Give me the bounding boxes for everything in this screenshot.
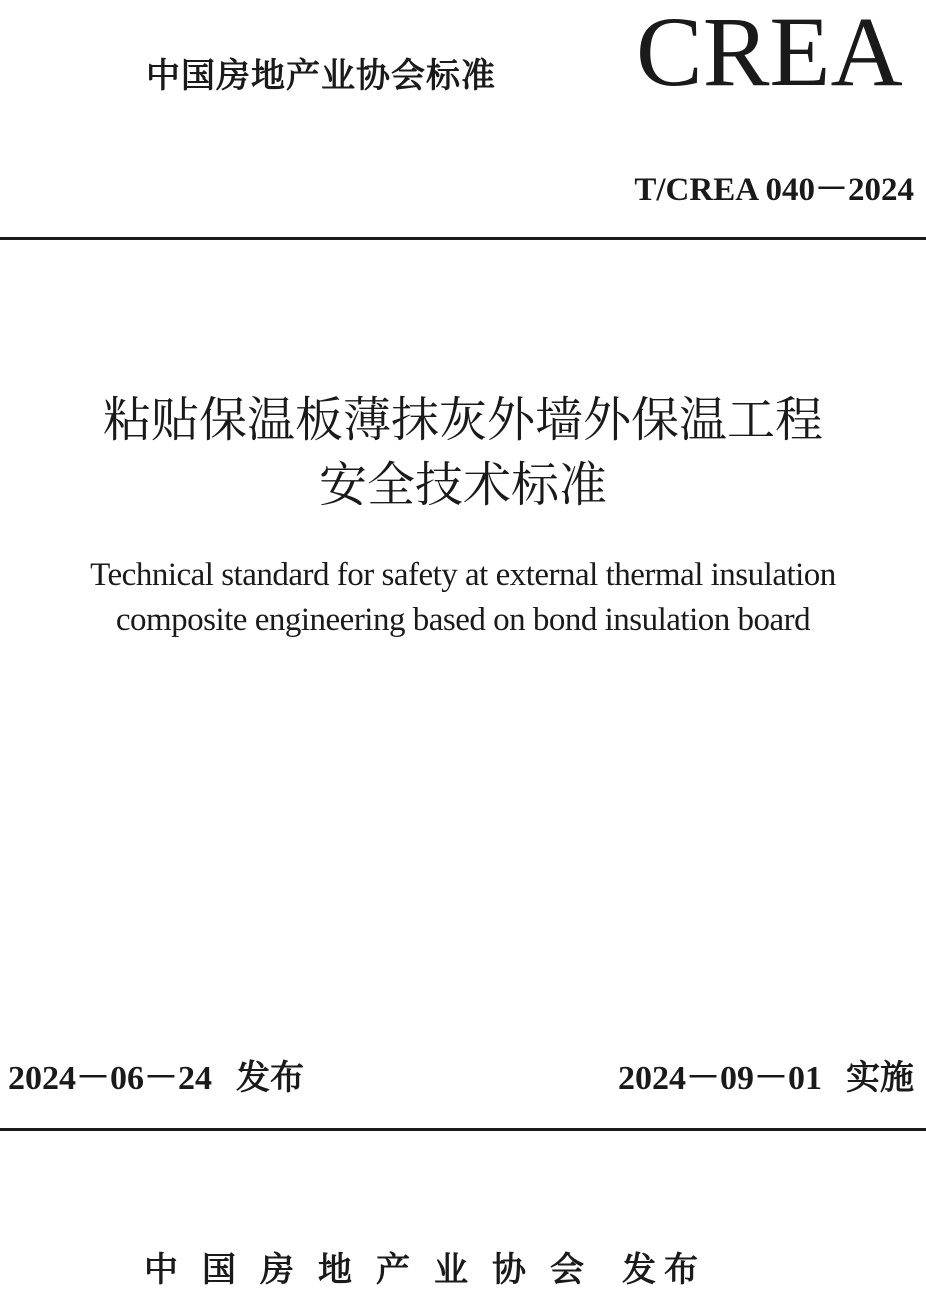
title-chinese-line-1: 粘贴保温板薄抹灰外墙外保温工程 [102,392,823,448]
issue-date-row [8,1050,304,1099]
implementation-label: 实施 [846,1058,914,1098]
title-english-line-2: composite engineering based on bond insulation board [115,602,811,638]
association-standard-label: 中国房地产业协会标准 [146,56,496,96]
title-english-line-1: Technical standard for safety at external thermal insulation [90,557,836,593]
issue-date: 2024－06－24 [8,1060,212,1097]
standard-number: T/CREA 040－2024 [634,172,914,208]
top-divider [0,237,926,240]
publisher-name: 中国房地产业协会 [144,1250,608,1290]
implementation-date-row [618,1050,914,1099]
issue-label: 发布 [236,1058,304,1098]
crea-logo: CREA [636,0,903,107]
publisher-line [144,1242,706,1291]
implementation-date: 2024－09－01 [618,1060,822,1097]
publish-label: 发布 [622,1250,706,1290]
title-chinese-line-2: 安全技术标准 [318,457,607,513]
bottom-divider [0,1128,926,1131]
